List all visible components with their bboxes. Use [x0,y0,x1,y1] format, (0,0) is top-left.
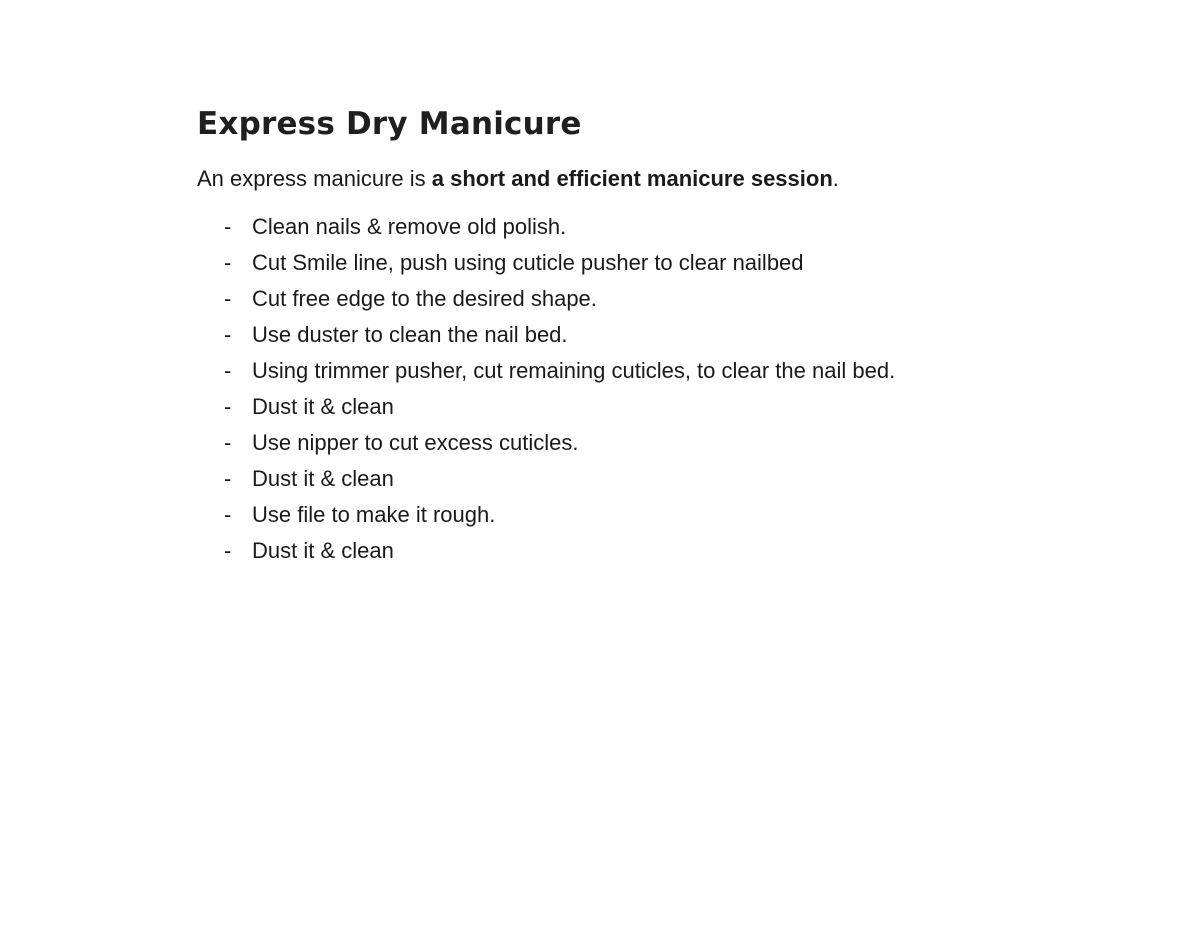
bullet-dash: - [224,322,232,347]
step-text: Clean nails & remove old polish. [252,214,567,239]
bullet-dash: - [224,358,232,383]
list-item [224,319,895,355]
bullet-dash: - [224,538,232,563]
list-item [224,499,895,535]
bullet-dash: - [224,430,232,455]
step-text: Dust it & clean [252,466,394,491]
step-text: Cut Smile line, push using cuticle pusher to clear nailbed [252,250,804,275]
list-item [224,211,895,247]
bullet-dash: - [224,466,232,491]
bullet-dash: - [224,394,232,419]
list-item [224,535,895,571]
list-item [224,355,895,391]
step-text: Use nipper to cut excess cuticles. [252,430,579,455]
steps-list [224,211,895,571]
step-text: Use duster to clean the nail bed. [252,322,568,347]
step-text: Using trimmer pusher, cut remaining cuticles, to clear the nail bed. [252,358,896,383]
bullet-dash: - [224,214,232,239]
intro-paragraph [197,163,839,195]
list-item [224,247,895,283]
list-item [224,427,895,463]
step-text: Cut free edge to the desired shape. [252,286,597,311]
list-item [224,463,895,499]
intro-emphasis: a short and efficient manicure session [431,166,833,191]
intro-suffix: . [832,166,839,191]
page-title: Express Dry Manicure [197,106,582,142]
list-item [224,391,895,427]
intro-prefix: An express manicure is [197,166,432,191]
bullet-dash: - [224,250,232,275]
step-text: Dust it & clean [252,394,394,419]
bullet-dash: - [224,286,232,311]
list-item [224,283,895,319]
step-text: Dust it & clean [252,538,394,563]
bullet-dash: - [224,502,232,527]
step-text: Use file to make it rough. [252,502,496,527]
